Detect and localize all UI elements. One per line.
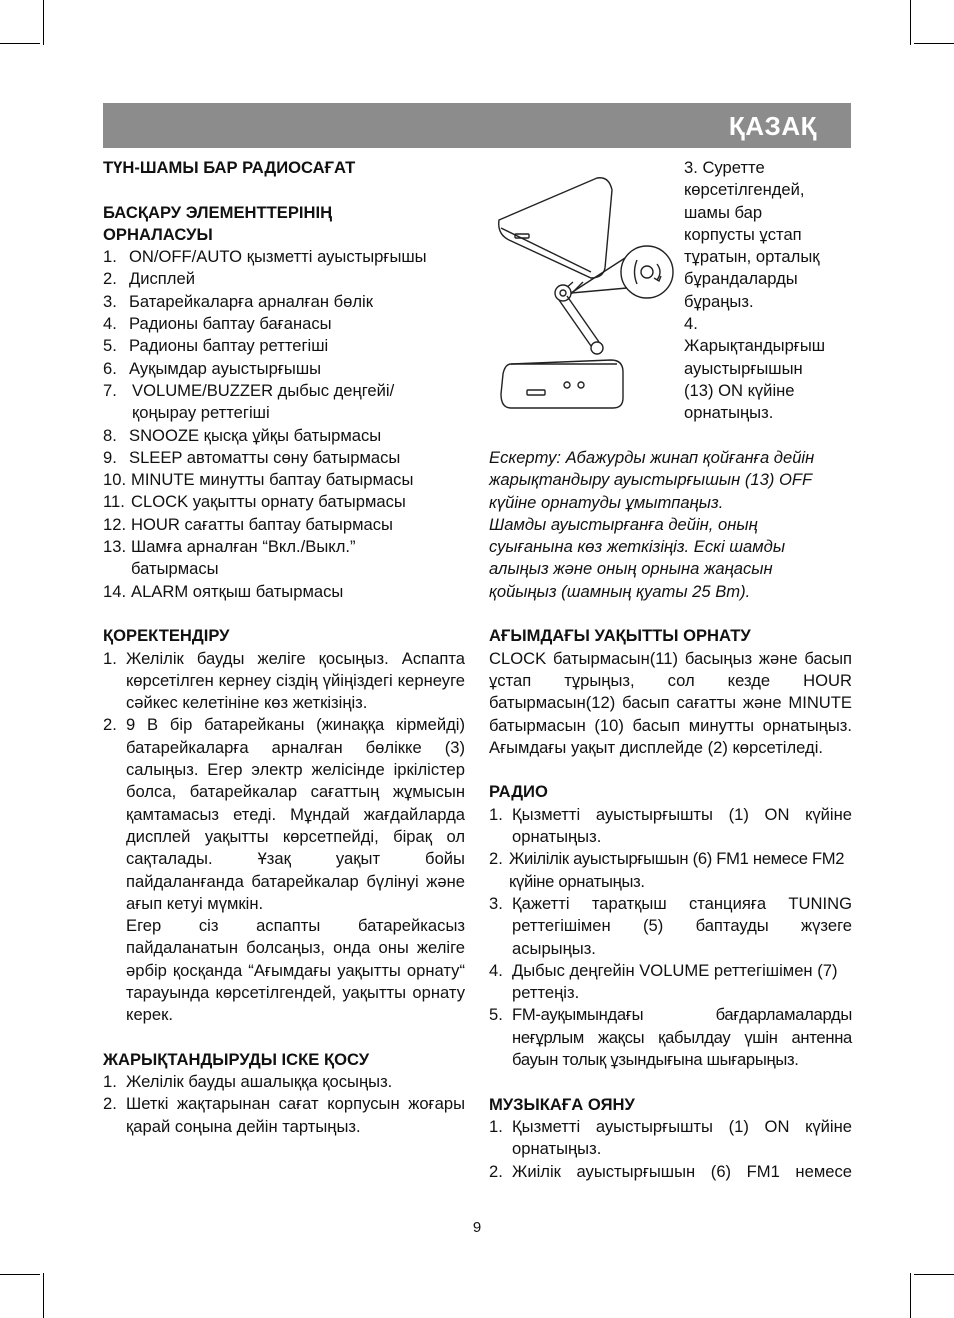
list-item: 9. SLEEP автоматты сөну батырмасы [103,447,401,467]
controls-heading-line-1: БАСҚАРУ ЭЛЕМЕНТТЕРІНІҢ [103,202,333,222]
page-number: 9 [472,1219,482,1236]
figure-caption: 3. Суретте көрсетілгендей, шамы бар корпусты ұстап тұратын, орталық бұрандаларды бұраңыз. 4. Жарықтандырғыш ауыстырғышын (13) ON күйіне орнатыңыз. [684,158,826,423]
list-item: 14. ALARM оятқыш батырмасы [103,581,344,601]
crop-mark [0,43,40,44]
list-item: 3. Батарейкаларға арналған бөлік [103,291,373,311]
crop-mark [914,43,954,44]
current-time-text: CLOCK батырмасын(11) басыңыз және басып ұстап тұрыңыз, сол кезде HOUR батырмасын(12) басып сағатты және MINUTE батырмасын (10) басып минутты орнатыңыз. Ағымдағы уақыт дисплейде (2) көрсетіледі. [489,648,852,757]
language-header-bar [103,103,851,148]
note-line: қойыңыз (шамның қуаты 25 Вт). [489,581,751,601]
controls-heading-line-2: ОРНАЛАСУЫ [103,224,213,244]
list-item: 4. Дыбыс деңгейін VOLUME реттегішімен (7) реттеңіз. [489,960,838,1003]
note-line: алыңыз және оның орнына жаңасын [489,559,773,579]
list-item: 11. CLOCK уақытты орнату батырмасы [103,492,406,512]
radio-heading: РАДИО [489,782,548,802]
crop-mark [43,0,44,45]
list-item: 1. Желілік бауды желіге қосыңыз. Аспапта көрсетілген кернеу сіздің үйіңіздегі кернеуге сәйкес келетініне көз жеткізіңіз. [103,648,465,713]
crop-mark [43,1273,44,1318]
language-title: ҚАЗАҚ [728,111,817,141]
list-item: 5. FM-ауқымындағы бағдарламаларды неғұрлым жақсы қабылдау үшін антенна бауын толық ұзындығына шығарыңыз. [489,1005,852,1070]
crop-mark [0,1274,40,1275]
list-item: 1. Қызметті ауыстырғышты (1) ON күйіне орнатыңыз. [489,1116,852,1159]
current-time-heading: АҒЫМДАҒЫ УАҚЫТТЫ ОРНАТУ [489,626,751,646]
lighting-heading: ЖАРЫҚТАНДЫРУДЫ ІСКЕ ҚОСУ [103,1049,370,1069]
list-item: 8. SNOOZE қысқа ұйқы батырмасы [103,425,382,445]
list-item: 4. Радионы баптау бағанасы [103,314,332,334]
right-column [489,447,852,1183]
list-item: 1. Желілік бауды ашалыққа қосыңыз. [103,1072,393,1092]
list-item: 10. MINUTE минутты баптау батырмасы [103,470,414,490]
list-item: 2. Жиілілік ауыстырғышын (6) FM1 немесе FM2 күйіне орнатыңыз. [489,849,845,891]
list-item: 1. Қызметті ауыстырғышты (1) ON күйіне орнатыңыз. [489,804,852,847]
list-item: 1. ON/OFF/AUTO қызметті ауыстырғышы [103,247,427,267]
music-alarm-heading: МУЗЫКАҒА ОЯНУ [489,1094,635,1114]
list-item: 12. HOUR сағатты баптау батырмасы [103,514,393,534]
note-line: Ескерту: Абажурды жинап қойғанға дейін [489,448,815,467]
list-item: 13. Шамға арналған “Вкл./Выкл.” батырмасы [103,537,356,579]
list-item: 3. Қажетті таратқыш станцияға TUNING реттегішімен (5) баптауды жүзеге асырыңыз. [489,893,852,958]
lamp-clock-illustration-icon [487,160,677,420]
list-item-continuation: Егер сіз аспапты батарейкасыз пайдаланатын болсаңыз, онда оны желіге әрбір қосқанда “Ағымдағы уақытты орнату“ тарауында көрсетілгендей, уақытты орнату керек. [126,916,465,1025]
document-title: ТҮН-ШАМЫ БАР РАДИОСАҒАТ [103,158,356,177]
note-line: күйіне орнатуды ұмытпаңыз. [489,492,724,512]
note-line: жарықтандыру ауыстырғышын (13) OFF [489,470,813,490]
list-item: 2. 9 В бір батарейканы (жинаққа кірмейді) батарейкаларға арналған бөлікке (3) салыңыз. Егер электр желісінде іркілістер болса, батарейкалар сағаттың жұмысын қамтамасыз етеді. Мұндай жағдайларда дисплей уақытты көрсетпейді, бірақ ол сақталады. Ұзақ уақыт бойы пайдаланғанда батарейкалар бүлінуі және ағып кетуі мүмкін. [103,715,465,913]
note-line: Шамды ауыстырғанға дейін, оның [489,514,758,534]
power-heading: ҚОРЕКТЕНДІРУ [103,626,230,646]
list-item: 5. Радионы баптау реттегіші [103,336,329,356]
crop-mark [910,1273,911,1318]
list-item: 6. Ауқымдар ауыстырғышы [103,358,322,378]
list-item: 2. Дисплей [103,269,195,289]
crop-mark [914,1274,954,1275]
list-item: 2. Шеткі жақтарынан сағат корпусын жоғары қарай соңына дейін тартыңыз. [103,1094,465,1136]
list-item: 2. Жиілік ауыстырғышын (6) FM1 немесе [489,1161,852,1181]
list-item: 7. VOLUME/BUZZER дыбыс деңгейі/ қоңырау реттегіші [103,380,395,423]
note-line: суығанына көз жеткізіңіз. Ескі шамды [489,537,786,557]
left-column [103,157,465,1138]
crop-mark [910,0,911,45]
